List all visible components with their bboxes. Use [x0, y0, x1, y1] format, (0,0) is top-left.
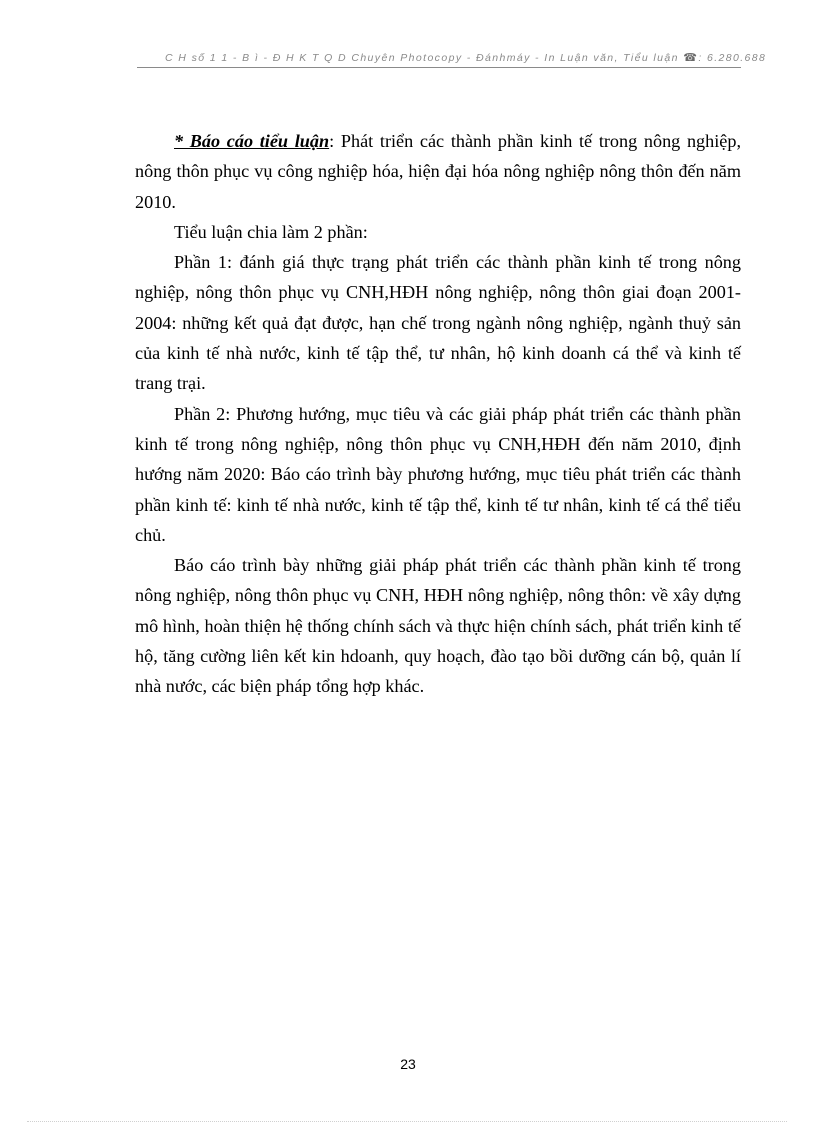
header-text-line	[165, 51, 766, 64]
paragraph-intro	[135, 126, 741, 217]
paragraph-part-1: Phần 1: đánh giá thực trạng phát triển các thành phần kinh tế trong nông nghiệp, nông thôn phục vụ CNH,HĐH nông nghiệp, nông thôn giai đoạn 2001-2004: những kết quả đạt được, hạn chế trong ngành nông nghiệp, ngành thuỷ sản của kinh tế nhà nước, kinh tế tập thể, tư nhân, hộ kinh doanh cá thể và kinh tế trang trại.	[135, 252, 741, 394]
report-label: * Báo cáo tiểu luận	[174, 131, 330, 151]
page-header	[137, 48, 767, 68]
page-bottom-divider	[27, 1121, 787, 1122]
paragraph-part-2: Phần 2: Phương hướng, mục tiêu và các giải pháp phát triển các thành phần kinh tế trong nông nghiệp, nông thôn phục vụ CNH,HĐH đến năm 2010, định hướng năm 2020: Báo cáo trình bày phương hướng, mục tiêu phát triển các thành phần kinh tế: kinh tế nhà nước, kinh tế tập thể, kinh tế tư nhân, kinh tế cá thể tiểu chủ.	[135, 403, 741, 545]
header-label: C H số 1 1 - B ì - Đ H K T Q D Chuyên Photocopy - Đánhmáy - In Luận văn, Tiểu luận	[165, 52, 679, 64]
document-body	[135, 126, 741, 702]
paragraph-solutions: Báo cáo trình bày những giải pháp phát triển các thành phần kinh tế trong nông nghiệp, nông thôn phục vụ CNH, HĐH nông nghiệp, nông thôn: về xây dựng mô hình, hoàn thiện hệ thống chính sách và thực hiện chính sách, phát triển kinh tế hộ, tăng cường liên kết kin hdoanh, quy hoạch, đào tạo bồi dưỡng cán bộ, quản lí nhà nước, các biện pháp tổng hợp khác.	[135, 555, 741, 697]
report-title-text: : Phát triển các thành phần kinh tế trong nông nghiệp, nông thôn phục vụ công nghiệp hóa, hiện đại hóa nông nghiệp nông thôn đến năm 2010.	[135, 131, 742, 212]
phone-icon: ☎	[683, 52, 699, 64]
header-phone: : 6.280.688	[698, 52, 767, 64]
paragraph-parts: Tiểu luận chia làm 2 phần:	[174, 221, 368, 242]
page-number: 23	[400, 1056, 416, 1072]
